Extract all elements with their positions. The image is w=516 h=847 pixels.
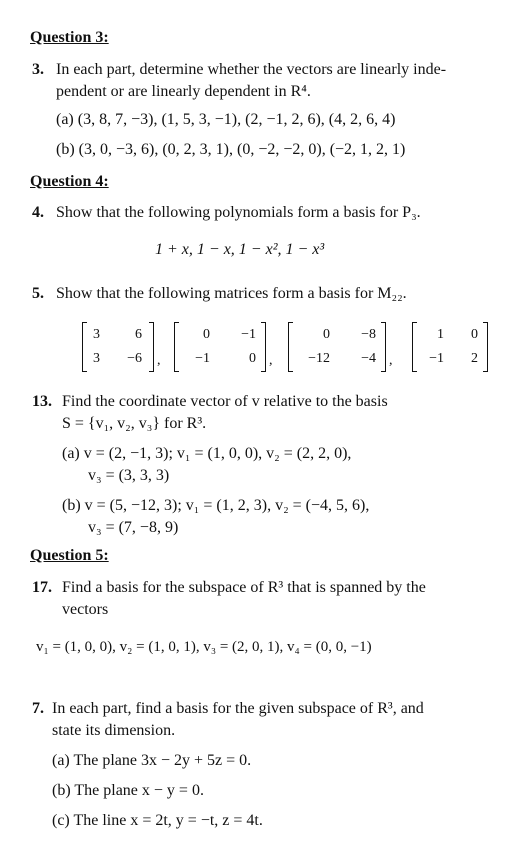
matrix-4-cell-11: 1 (437, 327, 444, 342)
problem-4-text: Show that the following polynomials form a basis for P₃. (56, 204, 421, 221)
matrix-3-cell-12: −8 (361, 327, 376, 342)
problem-7-line1: In each part, find a basis for the given subspace of R³, and (52, 700, 424, 717)
problem-4-polynomials: 1 + x, 1 − x, 1 − x², 1 − x³ (155, 241, 325, 258)
problem-13-part-b-line2: v₃ = (7, −8, 9) (88, 519, 179, 536)
matrix-3-cell-22: −4 (361, 351, 376, 366)
matrix-4-cell-21: −1 (429, 351, 444, 366)
question-4-heading: Question 4: (30, 173, 109, 190)
matrix-2-cell-22: 0 (249, 351, 256, 366)
question-5-heading: Question 5: (30, 547, 109, 564)
matrix-1-cell-21: 3 (93, 351, 100, 366)
problem-13-line2: S = {v₁, v₂, v₃} for R³. (62, 415, 207, 432)
problem-7-number: 7. (32, 700, 44, 717)
problem-13-line1: Find the coordinate vector of v relative to the basis (62, 393, 388, 410)
matrix-4-cell-12: 0 (471, 327, 478, 342)
problem-17-line2: vectors (62, 601, 109, 618)
problem-5-number: 5. (32, 285, 44, 302)
problem-17-line1: Find a basis for the subspace of R³ that is spanned by the (62, 579, 426, 596)
problem-3-part-a: (a) (3, 8, 7, −3), (1, 5, 3, −1), (2, −1, 2, 6), (4, 2, 6, 4) (56, 111, 396, 128)
matrix-3 (288, 322, 386, 374)
problem-17-vectors: v₁ = (1, 0, 0), v₂ = (1, 0, 1), v₃ = (2, 0, 1), v₄ = (0, 0, −1) (36, 639, 372, 655)
matrix-1 (82, 322, 154, 374)
matrix-separator: , (269, 353, 273, 368)
problem-3-line2: pendent or are linearly dependent in R⁴. (56, 83, 311, 100)
matrix-separator: , (157, 353, 161, 368)
problem-3-line1: In each part, determine whether the vectors are linearly inde- (56, 61, 447, 78)
problem-3-number: 3. (32, 61, 44, 78)
problem-4-number: 4. (32, 204, 44, 221)
matrix-1-cell-22: −6 (127, 351, 142, 366)
problem-7-part-a: (a) The plane 3x − 2y + 5z = 0. (52, 752, 252, 769)
matrix-1-cell-11: 3 (93, 327, 100, 342)
problem-13-part-b-line1: (b) v = (5, −12, 3); v₁ = (1, 2, 3), v₂ = (−4, 5, 6), (62, 497, 370, 514)
matrix-2-cell-11: 0 (203, 327, 210, 342)
problem-13-part-a-line1: (a) v = (2, −1, 3); v₁ = (1, 0, 0), v₂ = (2, 2, 0), (62, 445, 352, 462)
matrix-3-cell-11: 0 (323, 327, 330, 342)
problem-13-part-a-line2: v₃ = (3, 3, 3) (88, 467, 170, 484)
matrix-1-cell-12: 6 (135, 327, 142, 342)
matrix-4-cell-22: 2 (471, 351, 478, 366)
problem-5-text: Show that the following matrices form a basis for M₂₂. (56, 285, 407, 302)
problem-7-part-b: (b) The plane x − y = 0. (52, 782, 204, 799)
matrix-4 (412, 322, 488, 374)
matrix-2-cell-12: −1 (241, 327, 256, 342)
matrix-2-cell-21: −1 (195, 351, 210, 366)
problem-7-line2: state its dimension. (52, 722, 176, 739)
problem-13-number: 13. (32, 393, 52, 410)
matrix-2 (174, 322, 266, 374)
problem-17-number: 17. (32, 579, 52, 596)
problem-7-part-c: (c) The line x = 2t, y = −t, z = 4t. (52, 812, 263, 829)
matrix-3-cell-21: −12 (308, 351, 330, 366)
matrix-separator: , (389, 353, 393, 368)
problem-3-part-b: (b) (3, 0, −3, 6), (0, 2, 3, 1), (0, −2, −2, 0), (−2, 1, 2, 1) (56, 141, 406, 158)
question-3-heading: Question 3: (30, 29, 109, 46)
